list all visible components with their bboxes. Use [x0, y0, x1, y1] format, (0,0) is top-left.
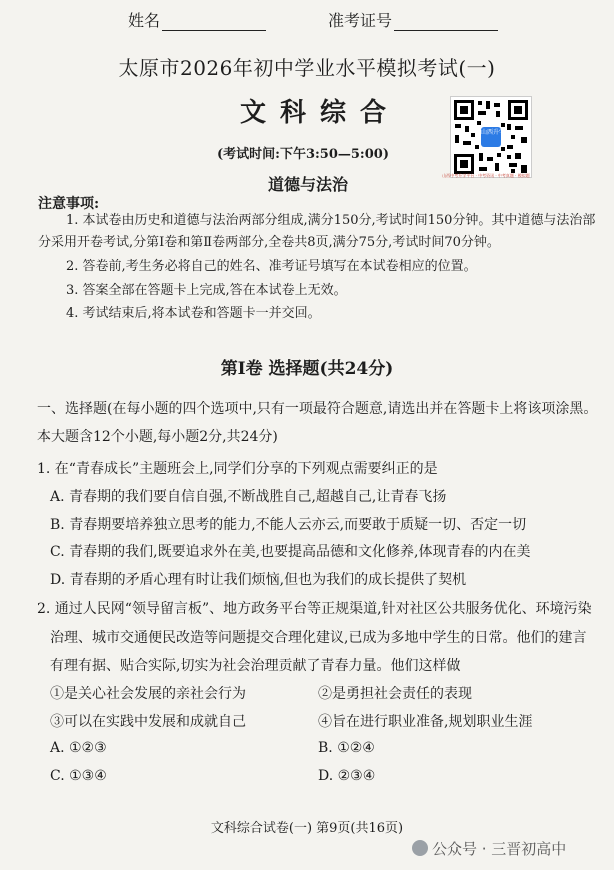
exam-id-blank: [394, 12, 498, 31]
name-blank: [162, 12, 266, 31]
exam-time: (考试时间:下午3:50—5:00): [217, 147, 389, 162]
qr-caption: 山西中考升学平台 · 中考资讯 · 中考真题 · 模拟题: [442, 173, 530, 178]
wechat-icon: [412, 840, 428, 856]
question-2-statement-3: ③可以在实践中发展和成就自己: [50, 714, 246, 730]
notice-item: 4. 考试结束后,将本试卷和答题卡一并交回。: [66, 306, 321, 321]
part-one-line2: 本大题含12个小题,每小题2分,共24分): [37, 429, 278, 445]
watermark-text: 公众号 · 三晋初高中: [432, 840, 567, 858]
subject-title: 文科综合: [240, 98, 401, 128]
qr-code: [450, 96, 532, 178]
qr-logo-badge: 山西升学: [481, 127, 501, 147]
question-2-statement-4: ④旨在进行职业准备,规划职业生涯: [318, 714, 533, 730]
question-2-option-a: A. ①②③: [50, 740, 107, 756]
part-one-instruction: [37, 398, 597, 418]
sub-subject-title: 道德与法治: [268, 175, 349, 194]
exam-id-field: [328, 8, 498, 31]
section-title: 第Ⅰ卷 选择题(共24分): [220, 359, 394, 379]
question-2-statement-2: ②是勇担社会责任的表现: [318, 686, 472, 702]
name-label: 姓名: [128, 11, 161, 30]
question-1-stem: 1. 在“青春成长”主题班会上,同学们分享的下列观点需要纠正的是: [37, 461, 438, 477]
part-one-line1: 一、选择题(在每小题的四个选项中,只有一项最符合题意,请选出并在答题卡上将该项涂黑。: [37, 401, 598, 417]
page-footer: 文科综合试卷(一) 第9页(共16页): [210, 821, 404, 836]
question-2-option-d: D. ②③④: [318, 768, 376, 784]
question-2-option-c: C. ①③④: [50, 768, 107, 784]
notice-heading: 注意事项:: [38, 196, 100, 212]
question-2-option-b: B. ①②④: [318, 740, 375, 756]
exam-title: 太原市2026年初中学业水平模拟考试(一): [118, 56, 496, 80]
question-2-stem-line: 2. 通过人民网“领导留言板”、地方政务平台等正规渠道,针对社区公共服务优化、环境污染: [37, 601, 592, 617]
name-field: [128, 8, 266, 31]
notice-item: 3. 答案全部在答题卡上完成,答在本试卷上无效。: [66, 283, 347, 298]
question-1-option-c: C. 青春期的我们,既要追求外在美,也要提高品德和文化修养,体现青春的内在美: [50, 544, 531, 560]
exam-id-label: 准考证号: [328, 11, 393, 30]
question-1-option-b: B. 青春期要培养独立思考的能力,不能人云亦云,而要敢于质疑一切、否定一切: [50, 517, 527, 533]
question-1-option-a: A. 青春期的我们要自信自强,不断战胜自己,超越自己,让青春飞扬: [50, 489, 447, 505]
watermark: [412, 838, 566, 859]
notice-item: 2. 答卷前,考生务必将自己的姓名、准考证号填写在本试卷相应的位置。: [66, 259, 477, 274]
question-2-stem-line: 治理、城市交通便民改造等问题提交合理化建议,已成为多地中学生的日常。他们的建言: [50, 630, 587, 646]
question-1-option-d: D. 青春期的矛盾心理有时让我们烦恼,但也为我们的成长提供了契机: [50, 572, 467, 588]
question-2-statement-1: ①是关心社会发展的亲社会行为: [50, 686, 246, 702]
question-2-stem-line: 有理有据、贴合实际,切实为社会治理贡献了青春力量。他们这样做: [50, 658, 461, 674]
notice-item: 1. 本试卷由历史和道德与法治两部分组成,满分150分,考试时间150分钟。其中道德与法治部分采用开卷考试,分第Ⅰ卷和第Ⅱ卷两部分,全卷共8页,满分75分,考试时间70分钟。: [38, 213, 596, 250]
